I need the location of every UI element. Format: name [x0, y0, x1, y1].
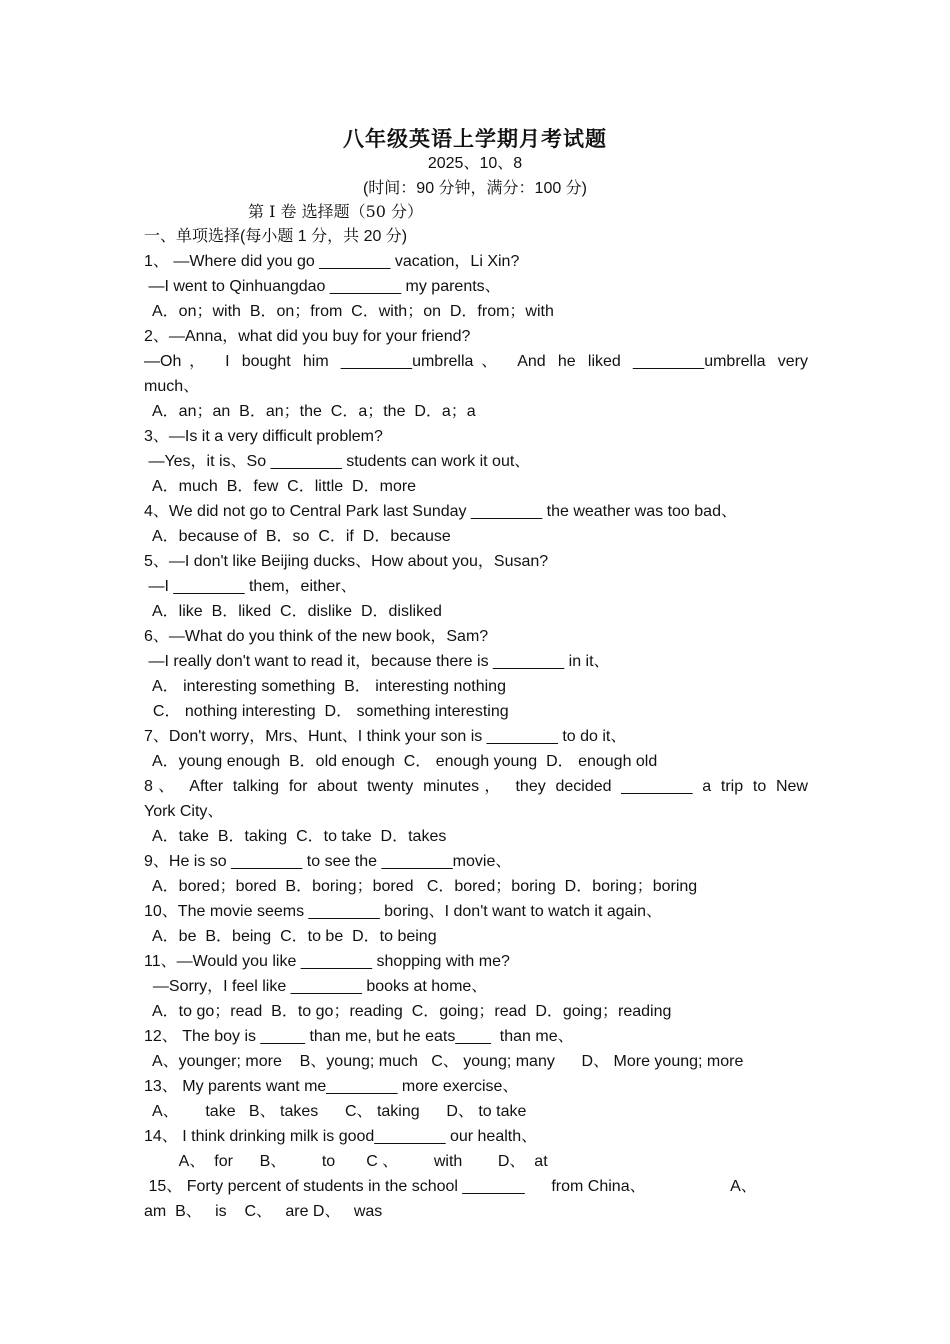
answer-options: A、 for B、 to C 、 with D、 at — [144, 1153, 548, 1170]
answer-options: A．be B．being C．to be D．to being — [144, 928, 437, 945]
answer-options: A．on；with B．on；from C．with；on D．from；with — [144, 303, 554, 320]
question-line: —I ________ them，either、 — [144, 578, 357, 595]
answer-options: A、 take B、 takes C、 taking D、 to take — [144, 1103, 527, 1120]
question-line: 12、 The boy is _____ than me, but he eats____ than me、 — [144, 1028, 574, 1045]
question-line: 7、Don't worry，Mrs、Hunt、I think your son is ________ to do it、 — [144, 728, 627, 745]
question-line: 9、He is so ________ to see the ________movie、 — [144, 853, 512, 870]
question-line: —Yes，it is、So ________ students can work it out、 — [144, 453, 531, 470]
answer-options: A．take B．taking C．to take D．takes — [144, 828, 447, 845]
question-line: much、 — [144, 378, 200, 395]
answer-options: A．like B．liked C．dislike D．disliked — [144, 603, 442, 620]
answer-options: A．young enough B．old enough C． enough young D． enough old — [144, 753, 658, 770]
section-heading: 一、单项选择(每小题 1 分，共 20 分) — [144, 228, 408, 245]
answer-options: C． nothing interesting D． something interesting — [144, 703, 509, 720]
answer-options: A、younger; more B、young; much C、 young; many D、 More young; more — [144, 1053, 744, 1070]
question-line: York City、 — [144, 803, 224, 820]
question-line: 1、 —Where did you go ________ vacation，Li Xin? — [144, 253, 520, 270]
answer-options: A． interesting something B． interesting nothing — [144, 678, 506, 695]
question-line: 4、We did not go to Central Park last Sunday ________ the weather was too bad、 — [144, 503, 737, 520]
question-line: 10、The movie seems ________ boring、I don't want to watch it again、 — [144, 903, 663, 920]
question-line: 8、 After talking for about twenty minutes， they decided ________ a trip to New — [144, 778, 808, 795]
question-line: 6、—What do you think of the new book，Sam? — [144, 628, 489, 645]
question-line: 13、 My parents want me________ more exercise、 — [144, 1078, 519, 1095]
answer-options: A．to go；read B．to go；reading C．going；read D．going；reading — [144, 1003, 672, 1020]
answer-options: A．bored；bored B．boring；bored C．bored；boring D．boring；boring — [144, 878, 698, 895]
page-title: 八年级英语上学期月考试题 — [343, 126, 607, 151]
question-line: —I really don't want to read it，because there is ________ in it、 — [144, 653, 610, 670]
question-line: —I went to Qinhuangdao ________ my parents、 — [144, 278, 501, 295]
answer-options: A．because of B．so C．if D．because — [144, 528, 451, 545]
exam-date: 2025、10、8 — [427, 155, 523, 172]
question-line: —Oh， I bought him ________umbrella、 And he liked ________umbrella very — [144, 353, 808, 370]
question-line: 5、—I don't like Beijing ducks、How about you，Susan? — [144, 553, 549, 570]
time-info: (时间：90 分钟，满分：100 分) — [362, 180, 588, 197]
question-line: 14、 I think drinking milk is good________ our health、 — [144, 1128, 538, 1145]
question-line: 3、—Is it a very difficult problem? — [144, 428, 383, 445]
question-line: 11、—Would you like ________ shopping with me? — [144, 953, 510, 970]
answer-options: A．much B．few C．little D．more — [144, 478, 417, 495]
question-line: 2、—Anna，what did you buy for your friend? — [144, 328, 471, 345]
answer-options: am B、 is C、 are D、 was — [144, 1203, 383, 1220]
question-line: 15、 Forty percent of students in the school _______ from China、 A、 — [144, 1178, 757, 1195]
question-line: —Sorry，I feel like ________ books at home、 — [144, 978, 488, 995]
volume-heading: 第 I 卷 选择题（50 分） — [248, 202, 424, 221]
answer-options: A．an；an B．an；the C．a；the D．a；a — [144, 403, 476, 420]
